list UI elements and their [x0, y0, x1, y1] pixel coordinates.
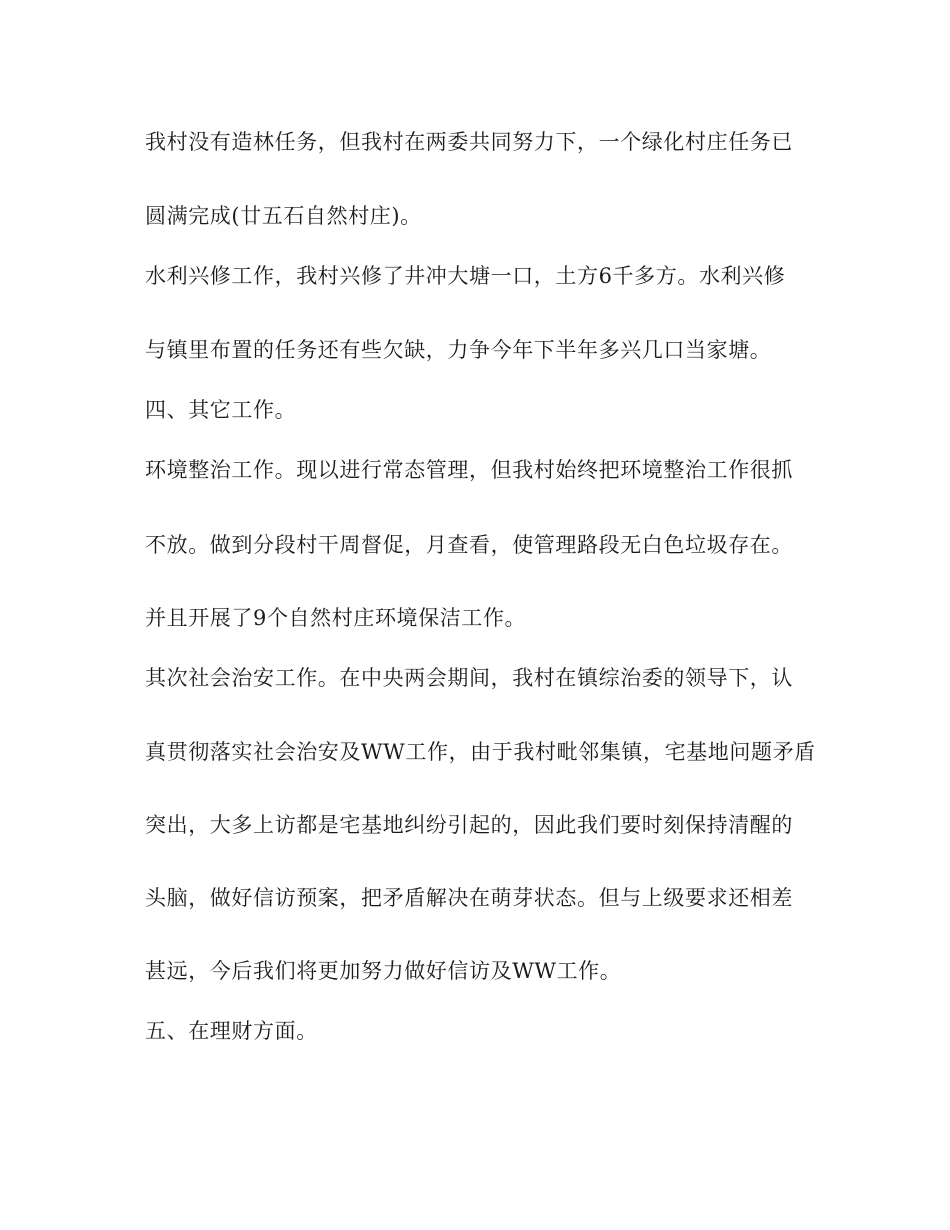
text-line-environment: 环境整治工作。现以进行常态管理，但我村始终把环境整治工作很抓	[145, 458, 793, 482]
section-heading-other-work: 四、其它工作。	[145, 398, 297, 422]
text-line-public-security-end: 甚远，今后我们将更加努力做好信访及WW工作。	[145, 959, 622, 983]
text-line-water-conservancy: 水利兴修工作，我村兴修了井冲大塘一口，土方6千多方。水利兴修	[145, 264, 786, 288]
text-line-public-security-cont-3: 头脑，做好信访预案，把矛盾解决在萌芽状态。但与上级要求还相差	[145, 886, 793, 910]
text-line-afforestation-cont: 圆满完成(廿五石自然村庄)。	[145, 204, 422, 228]
text-line-public-security-cont-2: 突出，大多上访都是宅基地纠纷引起的，因此我们要时刻保持清醒的	[145, 813, 793, 837]
text-line-water-conservancy-cont: 与镇里布置的任务还有些欠缺，力争今年下半年多兴几口当家塘。	[145, 338, 772, 362]
text-line-afforestation: 我村没有造林任务，但我村在两委共同努力下，一个绿化村庄任务已	[145, 130, 793, 154]
section-heading-finance: 五、在理财方面。	[145, 1019, 318, 1043]
text-line-environment-end: 并且开展了9个自然村庄环境保洁工作。	[145, 606, 527, 630]
text-line-environment-cont: 不放。做到分段村干周督促，月查看，使管理路段无白色垃圾存在。	[145, 533, 793, 557]
text-line-public-security-cont-1: 真贯彻落实社会治安及WW工作，由于我村毗邻集镇，宅基地问题矛盾	[145, 740, 816, 764]
text-line-public-security: 其次社会治安工作。在中央两会期间，我村在镇综治委的领导下，认	[145, 666, 793, 690]
